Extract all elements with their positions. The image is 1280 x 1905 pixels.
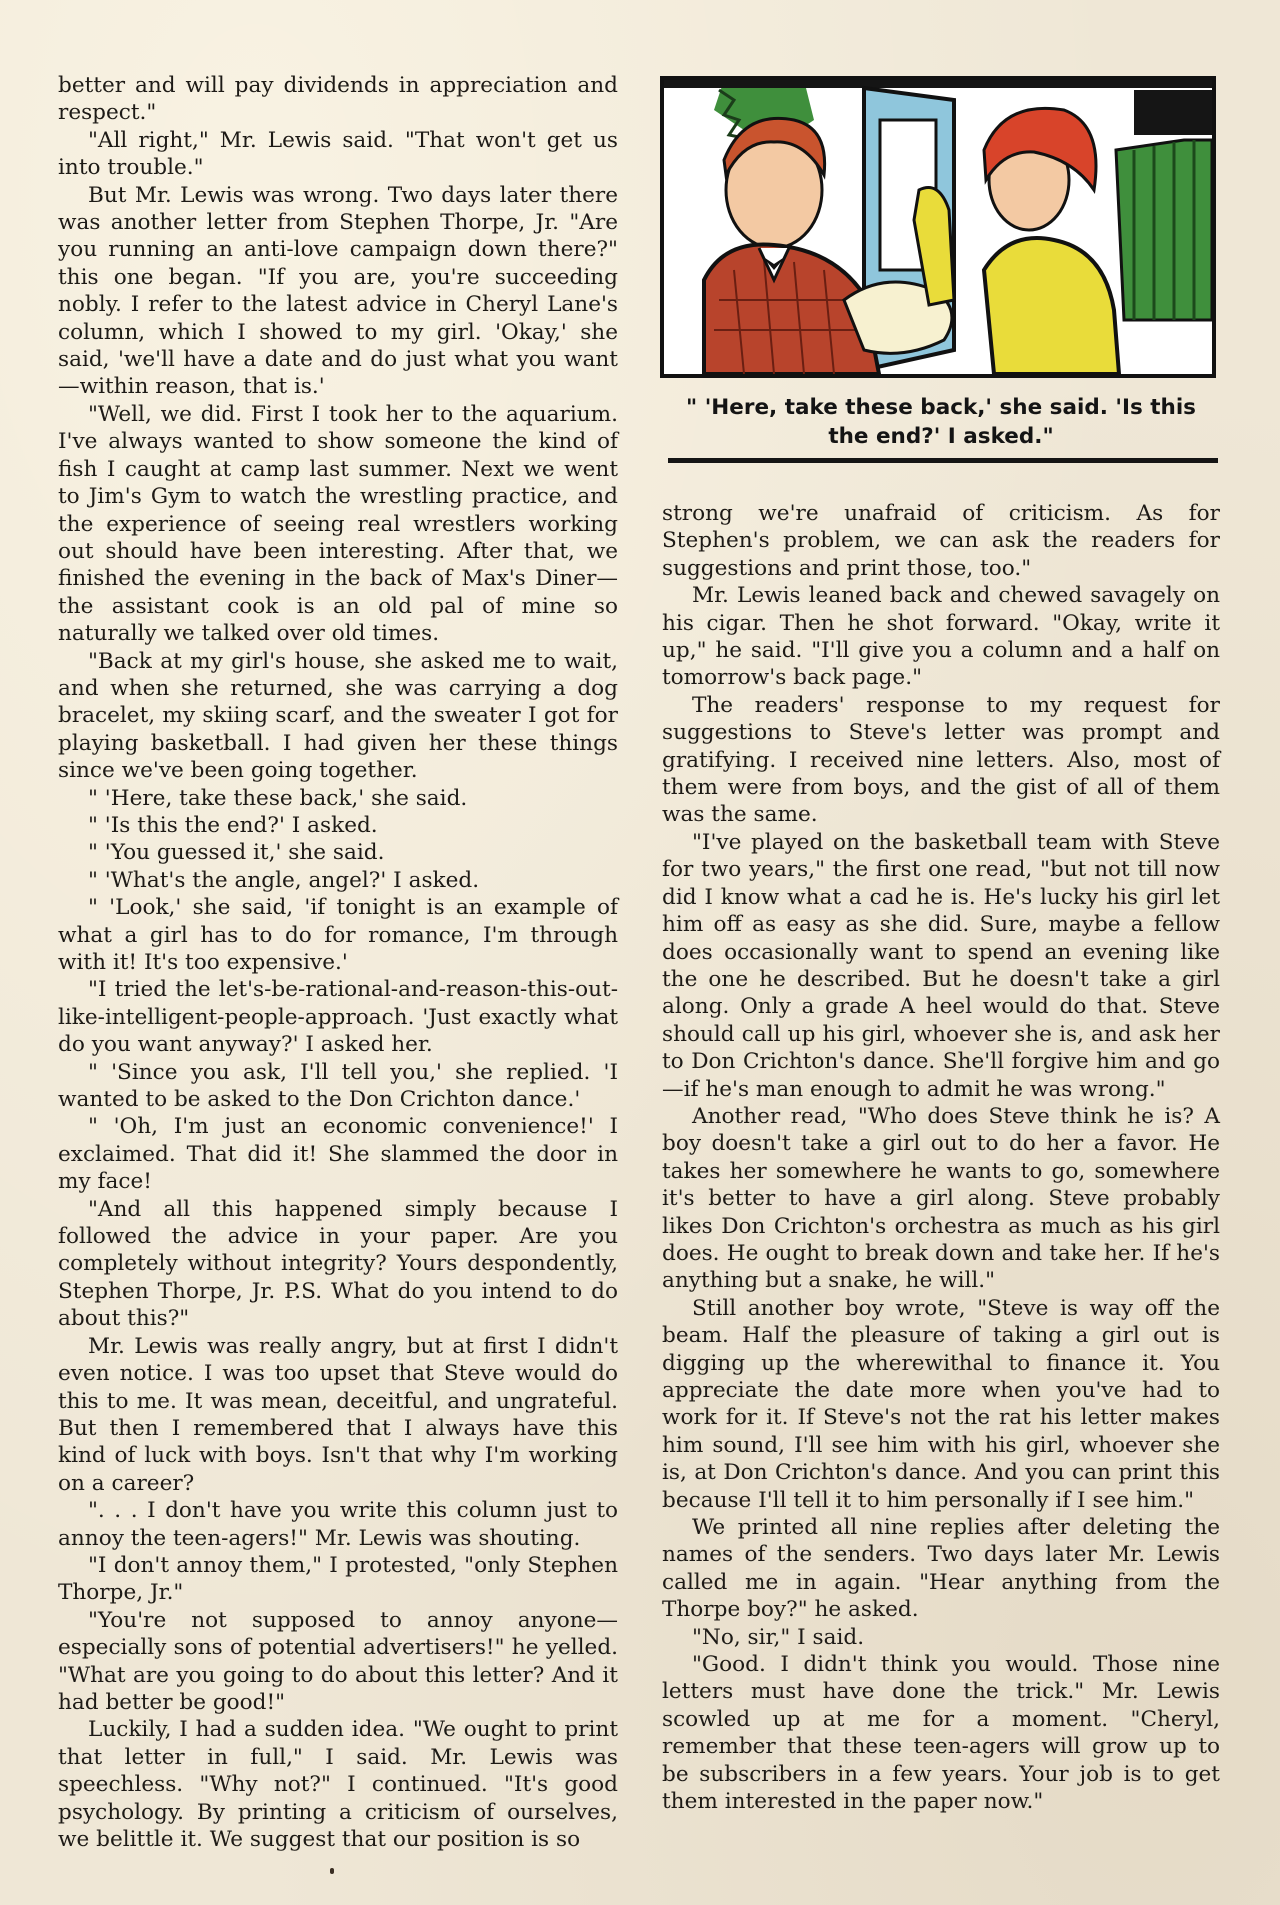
paragraph: "I tried the let's-be-rational-and-reason-this-out-like-intelligent-people-approach. 'Just exactly what do you want anyway?' I asked her. (58, 977, 618, 1058)
paragraph: " 'Here, take these back,' she said. (88, 785, 468, 811)
illustration-caption (662, 393, 1220, 451)
paragraph: "No, sir," I said. (692, 1624, 865, 1650)
paragraph: "Back at my girl's house, she asked me to wait, and when she returned, she was carrying a dog bracelet, my skiing scarf, and the sweater I got for playing basketball. I had given her these things since we've been going together. (58, 648, 618, 784)
illustration-man-and-woman (664, 80, 1212, 374)
paragraph: "All right," Mr. Lewis said. "That won't get us into trouble." (58, 127, 618, 181)
paragraph: " 'Since you ask, I'll tell you,' she replied. 'I wanted to be asked to the Don Crichton dance.' (58, 1059, 618, 1113)
left-text-column (58, 72, 618, 1853)
paragraph: "And all this happened simply because I followed the advice in your paper. Are you completely without integrity? Yours despondently, Stephen Thorpe, Jr. P.S. What do you intend to do about this?" (58, 1196, 618, 1332)
paragraph: Mr. Lewis leaned back and chewed savagely on his cigar. Then he shot forward. "Okay, write it up," he said. "I'll give you a column and a half on tomorrow's back page." (662, 583, 1220, 691)
paragraph: "I don't annoy them," I protested, "only Stephen Thorpe, Jr." (58, 1552, 618, 1606)
paragraph: ". . . I don't have you write this column just to annoy the teen-agers!" Mr. Lewis was shouting. (58, 1498, 618, 1551)
paragraph: Mr. Lewis was really angry, but at first I didn't even notice. I was too upset that Steve would do this to me. It was mean, deceitful, and ungrateful. But then I remembered that I always have this kind of luck with boys. Isn't that why I'm working on a career? (58, 1333, 618, 1496)
caption-divider (668, 458, 1218, 463)
caption-line-2: the end?' I asked." (828, 424, 1054, 449)
paragraph: Another read, "Who does Steve think he is? A boy doesn't take a girl out to do her a favor. He takes her somewhere he wants to go, somewhere it's better to have a girl along. Steve probably likes Don Crichton's orchestra as much as his girl does. He ought to break down and take her. If he's anything but a snake, he will." (662, 1103, 1220, 1294)
paragraph: The readers' response to my request for suggestions to Steve's letter was prompt and gratifying. I received nine letters. Also, most of them were from boys, and the gist of all of them was the same. (662, 692, 1220, 828)
comic-illustration-panel (660, 76, 1216, 378)
paragraph: " 'What's the angle, angel?' I asked. (88, 867, 480, 893)
paragraph: Luckily, I had a sudden idea. "We ought to print that letter in full," I said. Mr. Lewis was speechless. "Why not?" I continued. "It's good psychology. By printing a criticism of ourselves, we belittle it. We suggest that our position is so (58, 1717, 618, 1852)
paragraph: "Good. I didn't think you would. Those nine letters must have done the trick." Mr. Lewis scowled up at me for a moment. "Cheryl, remember that these teen-agers will grow up to be subscribers in a few years. Your job is to get them interested in the paper now." (662, 1652, 1220, 1815)
paragraph: strong we're unafraid of criticism. As for Stephen's problem, we can ask the readers for suggestions and print those, too." (662, 501, 1220, 581)
paragraph: " 'Oh, I'm just an economic convenience!' I exclaimed. That did it! She slammed the door in my face! (58, 1114, 618, 1195)
paragraph: better and will pay dividends in appreciation and respect." (58, 73, 618, 126)
right-text-column (662, 500, 1220, 1816)
caption-line-1: " 'Here, take these back,' she said. 'Is this (686, 395, 1196, 420)
print-speck (330, 1868, 334, 1874)
paragraph: "I've played on the basketball team with Steve for two years," the first one read, "but not till now did I know what a cad he is. He's lucky his girl let him off as easy as she did. Sure, maybe a fellow does occasionally want to spend an evening like the one he described. But he doesn't take a girl along. Only a grade A heel would do that. Steve should call up his girl, whoever she is, and ask her to Don Crichton's dance. She'll forgive him and go—if he's man enough to admit he was wrong." (662, 829, 1220, 1102)
paragraph: " 'Look,' she said, 'if tonight is an example of what a girl has to do for romance, I'm through with it! It's too expensive.' (58, 895, 618, 975)
paragraph: We printed all nine replies after deleting the names of the senders. Two days later Mr. Lewis called me in again. "Hear anything from the Thorpe boy?" he asked. (662, 1515, 1220, 1623)
paragraph: " 'You guessed it,' she said. (88, 840, 385, 866)
paragraph: " 'Is this the end?' I asked. (88, 812, 378, 838)
paragraph: "Well, we did. First I took her to the aquarium. I've always wanted to show someone the kind of fish I caught at camp last summer. Next we went to Jim's Gym to watch the wrestling practice, and the experience of seeing real wrestlers working out should have been interesting. After that, we finished the evening in the back of Max's Diner—the assistant cook is an old pal of mine so naturally we talked over old times. (58, 401, 618, 647)
paragraph: Still another boy wrote, "Steve is way off the beam. Half the pleasure of taking a girl out is digging up the wherewithal to finance it. You appreciate the date more when you've had to work for it. If Steve's not the rat his letter makes him sound, I'll see him with his girl, whoever she is, at Don Crichton's dance. And you can print this because I'll tell it to him personally if I see him." (662, 1295, 1220, 1513)
paragraph: "You're not supposed to annoy anyone—especially sons of potential advertisers!" he yelled. "What are you going to do about this letter? And it had better be good!" (58, 1607, 618, 1715)
paragraph: But Mr. Lewis was wrong. Two days later there was another letter from Stephen Thorpe, Jr. "Are you running an anti-love campaign down there?" this one began. "If you are, you're succeeding nobly. I refer to the latest advice in Cheryl Lane's column, which I showed to my girl. 'Okay,' she said, 'we'll have a date and do just what you want—within reason, that is.' (58, 182, 618, 400)
